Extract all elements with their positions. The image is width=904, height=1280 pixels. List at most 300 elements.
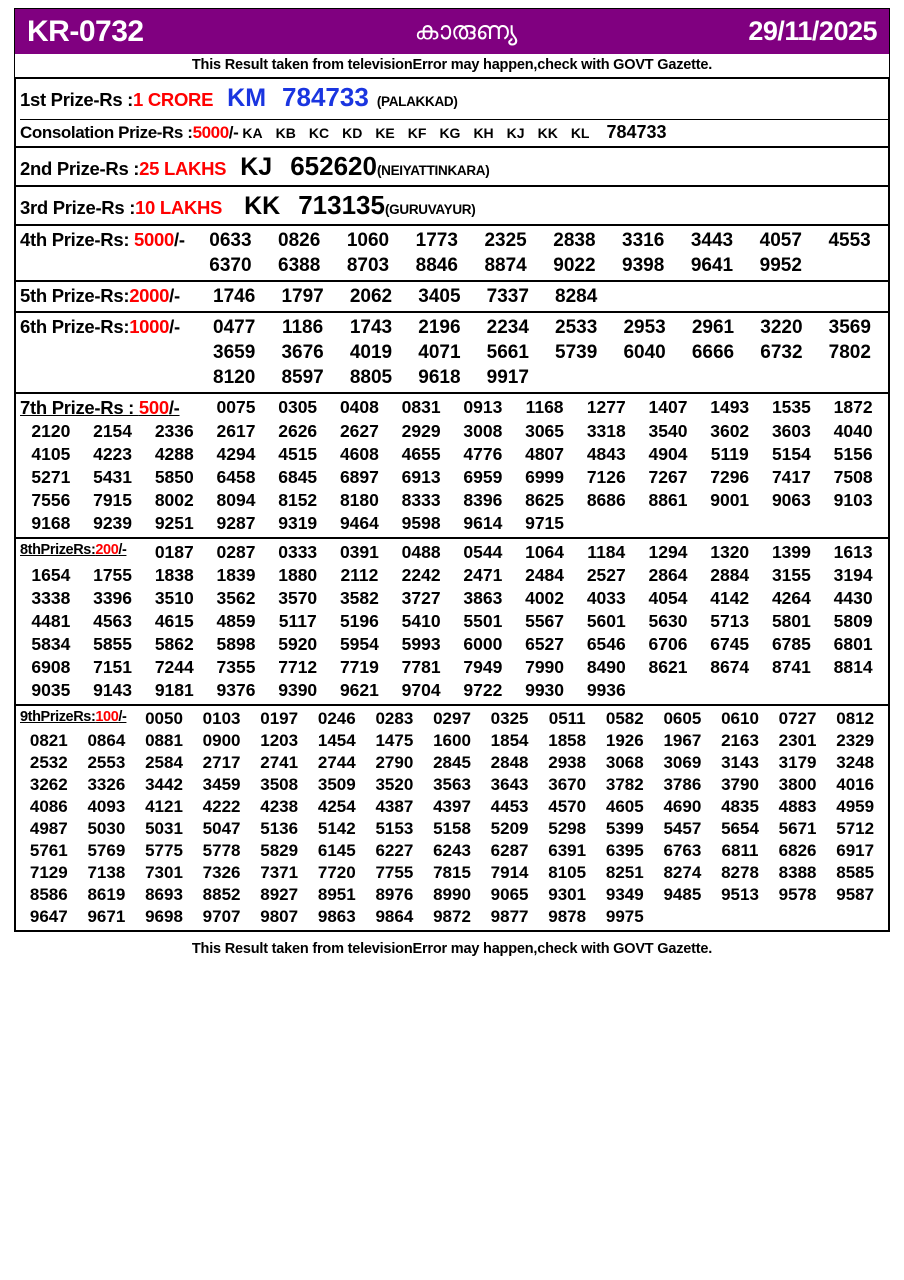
prize-number: 2584 — [145, 753, 183, 772]
prize-number: 9022 — [553, 255, 596, 276]
prize-number: 0881 — [145, 731, 183, 750]
prize-number: 4835 — [721, 797, 759, 816]
prize-number: 4570 — [548, 797, 587, 816]
prize-number: 8990 — [433, 885, 471, 904]
prize-number: 3338 — [31, 588, 71, 608]
prize-number: 3405 — [418, 286, 461, 307]
consolation-number: 784733 — [606, 122, 667, 142]
prize-number: 4563 — [93, 611, 133, 631]
prize-number: 7301 — [145, 863, 183, 882]
prize-number: 2617 — [216, 421, 256, 441]
prize-number: 0610 — [721, 709, 759, 728]
consolation-series-item: KF — [407, 125, 427, 141]
prize-number: 5661 — [486, 342, 529, 363]
prize-number: 8278 — [721, 863, 759, 882]
prize-number: 2154 — [93, 421, 133, 441]
prize-number: 5850 — [154, 467, 194, 487]
prize-number: 8002 — [154, 490, 194, 510]
prize-number: 2163 — [721, 731, 759, 750]
prize-number: 3786 — [663, 775, 702, 794]
prize-number: 5775 — [145, 841, 183, 860]
prize-number: 9641 — [690, 255, 734, 276]
prize-number: 1184 — [587, 542, 626, 562]
prize-number: 0197 — [260, 709, 299, 728]
prize-number: 0812 — [836, 709, 875, 728]
prize-number: 1493 — [710, 397, 750, 417]
sixth-prize-amount: 1000 — [129, 316, 170, 337]
prize-number: 9707 — [202, 907, 241, 926]
prize-number: 7949 — [463, 657, 503, 677]
row-divider — [20, 116, 888, 120]
prize-number: 5158 — [433, 819, 471, 838]
prize-number: 9722 — [463, 680, 503, 700]
draw-code: KR-0732 — [27, 14, 144, 48]
ninth-prize-grid — [20, 709, 888, 927]
prize-number: 2196 — [418, 317, 461, 338]
prize-number: 4016 — [836, 775, 875, 794]
prize-number: 3562 — [216, 588, 256, 608]
prize-number: 9464 — [339, 513, 379, 533]
prize-number: 9251 — [154, 513, 194, 533]
prize-number: 3670 — [548, 775, 587, 794]
prize-number: 9877 — [490, 907, 529, 926]
prize-number: 6908 — [31, 657, 71, 677]
prize-number: 9103 — [833, 490, 873, 510]
first-prize-amount: 1 CRORE — [133, 89, 214, 110]
prize-number: 0325 — [490, 709, 529, 728]
consolation-series-item: KK — [537, 125, 558, 141]
prize-number: 3569 — [828, 317, 871, 338]
prize-number: 5031 — [145, 819, 183, 838]
prize-number: 4481 — [31, 611, 71, 631]
prize-number: 3068 — [605, 753, 644, 772]
prize-number: 7371 — [260, 863, 299, 882]
prize-number: 3782 — [605, 775, 644, 794]
prize-number: 7802 — [828, 342, 871, 363]
consolation-suffix: /- — [228, 123, 239, 142]
prize-number: 3563 — [433, 775, 471, 794]
prize-number: 8703 — [346, 255, 390, 276]
third-prize-label: 3rd Prize-Rs : — [20, 197, 136, 218]
third-prize-series: KK — [244, 192, 281, 220]
prize-number: 0913 — [463, 397, 503, 417]
prize-number: 5739 — [555, 342, 598, 363]
second-prize-place: (NEIYATTINKARA) — [376, 163, 490, 178]
prize-number: 2848 — [490, 753, 529, 772]
prize-number: 6801 — [833, 634, 873, 654]
prize-number: 6763 — [663, 841, 702, 860]
prize-number: 4453 — [490, 797, 529, 816]
prize-number: 4553 — [828, 230, 871, 251]
prize-number: 1294 — [648, 542, 688, 562]
prize-number: 5834 — [31, 634, 71, 654]
prize-number: 4054 — [648, 588, 688, 608]
prize-number: 0287 — [216, 542, 256, 562]
prize-number: 3065 — [525, 421, 565, 441]
prize-number: 2741 — [260, 753, 299, 772]
prize-row-eighth — [16, 539, 888, 706]
prize-number: 5862 — [154, 634, 194, 654]
fifth-prize-numbers — [200, 286, 884, 308]
prize-number: 8621 — [648, 657, 688, 677]
prize-number: 2329 — [836, 731, 875, 750]
prize-number: 6845 — [278, 467, 318, 487]
prize-number: 9301 — [548, 885, 587, 904]
prize-number: 9485 — [663, 885, 702, 904]
prize-number: 3396 — [93, 588, 133, 608]
eighth-prize-grid — [20, 542, 888, 701]
prize-number: 4254 — [317, 797, 356, 816]
prize-number: 1535 — [771, 397, 811, 417]
prize-number: 8274 — [663, 863, 702, 882]
prize-number: 6145 — [317, 841, 356, 860]
prize-number: 4121 — [145, 797, 183, 816]
prize-number: 6395 — [605, 841, 644, 860]
prize-number: 4093 — [87, 797, 126, 816]
prize-number: 0900 — [202, 731, 241, 750]
prize-number: 5920 — [278, 634, 318, 654]
prize-number: 7129 — [29, 863, 68, 882]
prize-number: 3643 — [490, 775, 529, 794]
prize-number: 2471 — [463, 565, 503, 585]
prize-number: 0488 — [401, 542, 441, 562]
prize-number: 5117 — [278, 611, 317, 631]
prize-number: 8927 — [260, 885, 299, 904]
prize-number: 3248 — [836, 753, 875, 772]
prize-number: 9618 — [418, 367, 461, 388]
prize-number: 5431 — [93, 467, 133, 487]
prize-number: 5153 — [375, 819, 414, 838]
consolation-label: Consolation Prize-Rs : — [20, 123, 193, 142]
fourth-prize-numbers — [196, 230, 884, 277]
seventh-prize-label: 7th Prize-Rs : 500/- — [20, 397, 180, 418]
prize-number: 3602 — [710, 421, 750, 441]
prize-number: 9864 — [375, 907, 414, 926]
prize-number: 0864 — [87, 731, 126, 750]
prize-number: 1060 — [346, 230, 390, 251]
prize-number: 7267 — [648, 467, 688, 487]
prize-number: 4515 — [278, 444, 318, 464]
prize-number: 0103 — [202, 709, 241, 728]
prize-number: 4883 — [778, 797, 817, 816]
third-prize-number: 713135 — [298, 190, 385, 220]
prize-number: 9376 — [216, 680, 256, 700]
prize-number: 8874 — [484, 255, 527, 276]
prize-number: 5209 — [490, 819, 529, 838]
prize-number: 2627 — [339, 421, 379, 441]
consolation-series-item: KL — [570, 125, 590, 141]
prize-number: 6243 — [433, 841, 471, 860]
prize-number: 4105 — [31, 444, 71, 464]
prize-number: 2626 — [278, 421, 318, 441]
prize-number: 1168 — [525, 397, 564, 417]
prize-number: 1407 — [648, 397, 688, 417]
prize-number: 3659 — [213, 342, 256, 363]
prize-number: 2336 — [154, 421, 194, 441]
prize-number: 6287 — [490, 841, 529, 860]
consolation-series-item: KB — [275, 125, 296, 141]
prize-number: 4019 — [349, 342, 393, 363]
prize-number: 4387 — [375, 797, 414, 816]
prize-number: 6546 — [586, 634, 626, 654]
prize-number: 7556 — [31, 490, 71, 510]
prize-number: 8693 — [145, 885, 183, 904]
prize-number: 7355 — [216, 657, 256, 677]
prize-number: 5898 — [216, 634, 256, 654]
prize-number: 9587 — [836, 885, 875, 904]
prize-number: 9181 — [154, 680, 194, 700]
prize-number: 2884 — [710, 565, 750, 585]
prize-number: 8251 — [605, 863, 644, 882]
prize-row-sixth — [16, 313, 888, 394]
prize-number: 5156 — [833, 444, 873, 464]
prize-number: 5047 — [202, 819, 241, 838]
prize-number: 3800 — [778, 775, 817, 794]
prize-number: 5809 — [833, 611, 873, 631]
sixth-prize-numbers — [200, 317, 884, 389]
prize-number: 5154 — [771, 444, 811, 464]
prize-number: 2484 — [525, 565, 565, 585]
prize-number: 4264 — [771, 588, 811, 608]
prize-number: 3582 — [339, 588, 379, 608]
prize-number: 5671 — [778, 819, 817, 838]
eighth-prize-amount: 200 — [95, 542, 119, 558]
prize-number: 6227 — [375, 841, 414, 860]
prize-number: 7508 — [833, 467, 873, 487]
prize-number: 0305 — [278, 397, 318, 417]
prize-number: 4608 — [339, 444, 379, 464]
prize-number: 3008 — [463, 421, 503, 441]
third-prize-amount: 10 LAKHS — [135, 197, 223, 218]
prize-number: 3459 — [202, 775, 241, 794]
fourth-prize-label: 4th Prize-Rs: 5000/- — [20, 229, 185, 250]
prize-number: 9647 — [29, 907, 68, 926]
prize-number: 6388 — [278, 255, 321, 276]
prize-number: 3069 — [663, 753, 702, 772]
prize-number: 9319 — [278, 513, 318, 533]
prize-number: 9349 — [605, 885, 644, 904]
prize-row-second — [16, 148, 888, 187]
prize-number: 5993 — [401, 634, 441, 654]
prize-number: 8152 — [278, 490, 318, 510]
prize-row-consolation — [20, 122, 888, 143]
prize-number: 1399 — [771, 542, 811, 562]
prize-number: 7914 — [490, 863, 529, 882]
prize-number: 8976 — [375, 885, 414, 904]
prize-number: 9578 — [778, 885, 817, 904]
prize-number: 4223 — [93, 444, 133, 464]
prize-number: 2929 — [401, 421, 441, 441]
prize-number: 8585 — [836, 863, 875, 882]
prize-number: 1186 — [281, 317, 324, 338]
prize-number: 7326 — [202, 863, 241, 882]
consolation-series-item: KC — [308, 125, 330, 141]
prize-number: 5142 — [317, 819, 356, 838]
prize-number: 4397 — [433, 797, 471, 816]
prize-number: 0477 — [213, 317, 256, 338]
prize-number: 9001 — [710, 490, 750, 510]
prize-number: 9065 — [490, 885, 529, 904]
prize-number: 4057 — [759, 230, 802, 251]
prize-number: 6785 — [771, 634, 811, 654]
prize-number: 4959 — [836, 797, 875, 816]
prize-number: 6959 — [463, 467, 503, 487]
prize-number: 9143 — [93, 680, 133, 700]
prize-number: 1475 — [375, 731, 414, 750]
prize-number: 2301 — [778, 731, 817, 750]
prize-number: 2717 — [202, 753, 241, 772]
prize-number: 1838 — [154, 565, 194, 585]
prize-row-first-group — [16, 79, 888, 148]
prize-number: 0187 — [154, 542, 194, 562]
prize-number: 4002 — [525, 588, 565, 608]
prize-number: 1743 — [349, 317, 393, 338]
prize-number: 1654 — [31, 565, 71, 585]
prize-number: 6917 — [836, 841, 875, 860]
prize-number: 3508 — [260, 775, 299, 794]
prize-number: 3727 — [401, 588, 441, 608]
notice-bottom: This Result taken from televisionError may happen,check with GOVT Gazette. — [191, 941, 713, 957]
prize-number: 3509 — [317, 775, 356, 794]
prize-number: 6706 — [648, 634, 688, 654]
second-prize-number: 652620 — [290, 151, 377, 181]
prize-number: 2744 — [317, 753, 356, 772]
prize-number: 0075 — [216, 397, 256, 417]
prize-number: 5761 — [29, 841, 68, 860]
prize-number: 0408 — [339, 397, 379, 417]
prize-number: 5399 — [605, 819, 644, 838]
prize-number: 8094 — [216, 490, 256, 510]
prize-number: 5601 — [586, 611, 626, 631]
prize-number: 7244 — [154, 657, 194, 677]
prize-number: 4086 — [29, 797, 68, 816]
prize-number: 0511 — [548, 709, 586, 728]
prize-number: 6666 — [691, 342, 735, 363]
prize-number: 1613 — [833, 542, 873, 562]
prize-number: 1967 — [663, 731, 702, 750]
prize-row-fifth — [16, 282, 888, 313]
prize-number: 4807 — [525, 444, 565, 464]
prize-number: 6913 — [401, 467, 441, 487]
third-prize-place: (GURUVAYUR) — [384, 202, 476, 217]
prize-number: 6745 — [710, 634, 750, 654]
prize-number: 4238 — [260, 797, 299, 816]
prize-number: 4033 — [586, 588, 626, 608]
prize-number: 4655 — [401, 444, 441, 464]
prize-row-ninth — [16, 706, 888, 930]
prize-number: 0605 — [663, 709, 702, 728]
prize-number: 9807 — [260, 907, 299, 926]
prize-number: 1454 — [317, 731, 356, 750]
prize-number: 8388 — [778, 863, 817, 882]
prize-number: 5298 — [548, 819, 587, 838]
consolation-amount: 5000 — [192, 123, 229, 142]
prize-number: 8396 — [463, 490, 503, 510]
prize-number: 3510 — [154, 588, 194, 608]
prize-number: 7337 — [486, 286, 529, 307]
prize-number: 5778 — [202, 841, 241, 860]
prize-number: 1755 — [93, 565, 133, 585]
prize-number: 8619 — [87, 885, 126, 904]
prize-row-third — [16, 187, 888, 226]
prize-number: 6826 — [778, 841, 817, 860]
first-prize-label: 1st Prize-Rs : — [20, 89, 134, 110]
lottery-name: കാരുണ്യ — [414, 17, 518, 45]
prize-number: 3316 — [622, 230, 665, 251]
prize-number: 4071 — [418, 342, 461, 363]
prize-number: 8674 — [710, 657, 750, 677]
prize-number: 5801 — [771, 611, 811, 631]
fourth-prize-amount: 5000 — [134, 229, 174, 250]
draw-date: 29/11/2025 — [748, 16, 877, 46]
prize-number: 9863 — [317, 907, 356, 926]
prize-number: 6391 — [548, 841, 587, 860]
prize-number: 8686 — [586, 490, 626, 510]
prize-number: 9936 — [586, 680, 626, 700]
prize-number: 9671 — [87, 907, 126, 926]
prize-number: 8846 — [415, 255, 458, 276]
second-prize-label: 2nd Prize-Rs : — [20, 158, 140, 179]
prize-number: 8105 — [548, 863, 587, 882]
prize-number: 3540 — [648, 421, 688, 441]
prize-number: 2532 — [29, 753, 68, 772]
first-prize-series: KM — [227, 84, 267, 112]
prize-number: 5567 — [525, 611, 565, 631]
prize-number: 0297 — [433, 709, 471, 728]
prize-number: 8333 — [401, 490, 441, 510]
fifth-prize-label: 5th Prize-Rs:2000/- — [20, 285, 180, 306]
prize-number: 9598 — [401, 513, 441, 533]
prize-number: 0283 — [375, 709, 414, 728]
prize-number: 4859 — [216, 611, 256, 631]
prize-number: 9287 — [216, 513, 256, 533]
prize-number: 5501 — [463, 611, 503, 631]
prize-number: 5030 — [87, 819, 126, 838]
prize-number: 2553 — [87, 753, 126, 772]
prize-number: 0826 — [278, 230, 321, 251]
prize-number: 0633 — [209, 230, 252, 251]
prize-number: 1880 — [278, 565, 318, 585]
prize-number: 5410 — [401, 611, 441, 631]
prize-number: 3442 — [145, 775, 183, 794]
prize-number: 9398 — [622, 255, 665, 276]
prize-number: 1320 — [710, 542, 750, 562]
prize-number: 1746 — [213, 286, 256, 307]
prize-number: 3179 — [778, 753, 817, 772]
prize-number: 0831 — [401, 397, 441, 417]
consolation-series-list — [238, 125, 589, 141]
first-prize-place: (PALAKKAD) — [376, 94, 458, 109]
prize-number: 8597 — [281, 367, 324, 388]
prize-number: 8284 — [555, 286, 598, 307]
prize-number: 8814 — [833, 657, 873, 677]
prize-number: 8625 — [525, 490, 565, 510]
prize-number: 5119 — [710, 444, 749, 464]
prize-number: 9715 — [525, 513, 565, 533]
consolation-series-item: KJ — [506, 125, 525, 141]
seventh-prize-amount: 500 — [138, 397, 169, 418]
prize-number: 0246 — [317, 709, 356, 728]
prize-number: 9035 — [31, 680, 71, 700]
prize-number: 1064 — [525, 542, 565, 562]
prize-number: 4904 — [648, 444, 688, 464]
prize-number: 6527 — [525, 634, 565, 654]
prize-number: 9614 — [463, 513, 503, 533]
prize-number: 9698 — [145, 907, 183, 926]
prize-number: 2838 — [553, 230, 596, 251]
prize-number: 9872 — [433, 907, 471, 926]
prize-number: 1854 — [490, 731, 529, 750]
